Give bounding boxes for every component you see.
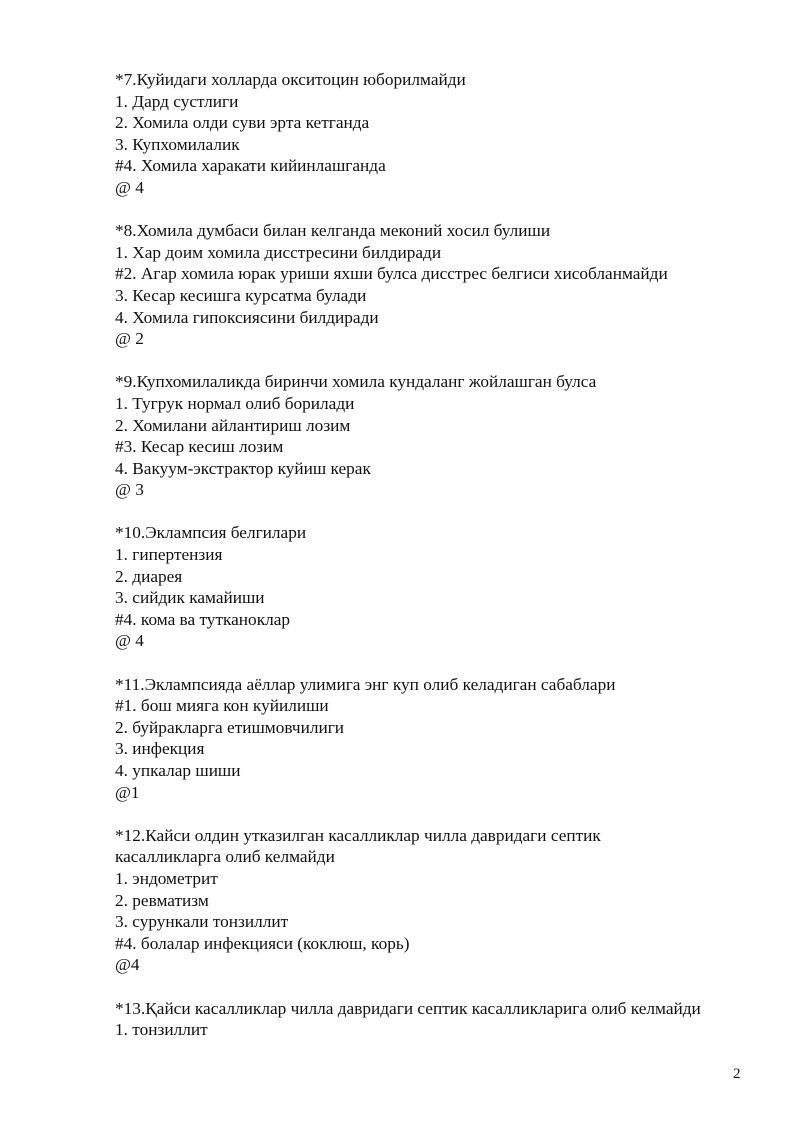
questions-list bbox=[115, 69, 765, 1062]
answer-option: 1. тонзиллит bbox=[115, 1020, 208, 1040]
question-text: *10.Эклампсия белгилари bbox=[115, 523, 307, 543]
question-10 bbox=[115, 522, 765, 652]
answer-option: 3. сийдик камайиши bbox=[115, 588, 265, 608]
answer-option-correct: #4. кома ва тутканоклар bbox=[115, 609, 291, 629]
question-12 bbox=[115, 825, 765, 976]
question-7 bbox=[115, 69, 765, 199]
answer-option: 2. диарея bbox=[115, 566, 183, 586]
answer-option: 1. Тугрук нормал олиб борилади bbox=[115, 393, 355, 413]
question-text: *12.Кайси олдин утказилган касалликлар чилла давридаги септик касалликларга олиб келмайди bbox=[115, 825, 601, 867]
answer-option: 3. Кесар кесишга курсатма булади bbox=[115, 285, 367, 305]
answer-option: 4. Хомила гипоксиясини билдиради bbox=[115, 307, 379, 327]
answer-option: 1. гипертензия bbox=[115, 545, 223, 565]
answer-option-correct: #4. болалар инфекцияси (коклюш, корь) bbox=[115, 933, 410, 953]
question-text: *13.Қайси касалликлар чилла давридаги септик касалликларига олиб келмайди bbox=[115, 998, 701, 1018]
answer-option: 4. упкалар шиши bbox=[115, 761, 241, 780]
question-8 bbox=[115, 220, 765, 350]
answer-option-correct: #2. Агар хомила юрак уриши яхши булса дисстрес белгиси хисобланмайди bbox=[115, 264, 668, 284]
answer-option-correct: #1. бош мияга кон куйилиши bbox=[115, 696, 329, 716]
answer-key: @ 3 bbox=[115, 480, 144, 500]
answer-option: 3. сурункали тонзиллит bbox=[115, 912, 289, 932]
answer-option-correct: #3. Кесар кесиш лозим bbox=[115, 437, 284, 457]
answer-option: 2. ревматизм bbox=[115, 890, 209, 910]
answer-option: 2. Хомила олди суви эрта кетганда bbox=[115, 113, 370, 133]
answer-option: 1. Хар доим хомила дисстресини билдиради bbox=[115, 242, 442, 262]
answer-key: @ 4 bbox=[115, 631, 144, 651]
answer-option: 3. Купхомилалик bbox=[115, 134, 240, 154]
question-text: *11.Эклампсияда аёллар улимига энг куп олиб келадиган сабаблари bbox=[115, 674, 616, 694]
answer-option: 1. эндометрит bbox=[115, 868, 218, 888]
answer-option-correct: #4. Хомила харакати кийинлашганда bbox=[115, 156, 386, 176]
question-11 bbox=[115, 674, 765, 804]
page-number: 2 bbox=[733, 1066, 741, 1082]
question-text: *8.Хомила думбаси билан келганда меконий хосил булиши bbox=[115, 221, 551, 241]
answer-option: 2. буйракларга етишмовчилиги bbox=[115, 717, 345, 737]
answer-key: @ 4 bbox=[115, 177, 144, 197]
answer-option: 3. инфекция bbox=[115, 739, 205, 759]
question-text: *7.Куйидаги холларда окситоцин юборилмайди bbox=[115, 70, 466, 89]
answer-option: 2. Хомилани айлантириш лозим bbox=[115, 415, 351, 435]
question-9 bbox=[115, 371, 765, 501]
answer-option: 1. Дард сустлиги bbox=[115, 91, 239, 111]
answer-key: @4 bbox=[115, 955, 140, 975]
question-13 bbox=[115, 998, 765, 1041]
answer-option: 4. Вакуум-экстрактор куйиш керак bbox=[115, 458, 371, 478]
question-text: *9.Купхомилаликда биринчи хомила кундаланг жойлашган булса bbox=[115, 372, 597, 392]
answer-key: @ 2 bbox=[115, 329, 144, 349]
answer-key: @1 bbox=[115, 782, 140, 802]
